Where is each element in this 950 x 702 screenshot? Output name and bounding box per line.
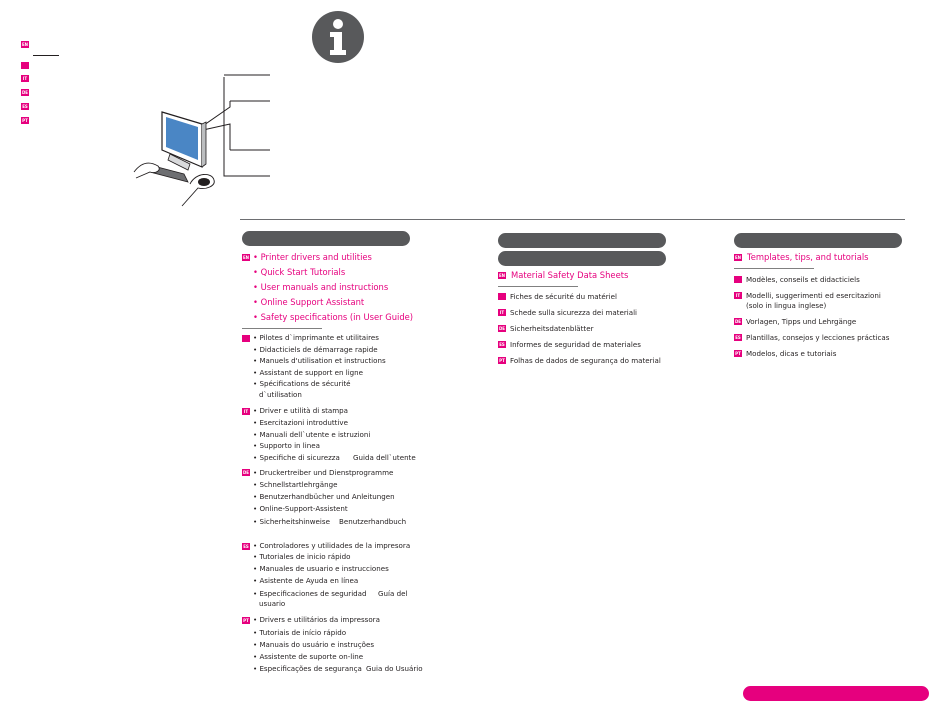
es-item: • Manuales de usuario e instrucciones	[253, 564, 389, 573]
pt-item: • Manuais do usuário e instruções	[253, 640, 375, 649]
divider	[498, 286, 578, 287]
lang-tag-en: EN	[242, 255, 250, 260]
lang-tag-de: DE	[734, 319, 742, 324]
header-bar-msds-1	[498, 233, 666, 248]
fr-item: • Pilotes d`imprimante et utilitaires	[253, 333, 379, 342]
pt-item: • Especificações de segurança	[253, 664, 362, 673]
it-item: (solo in lingua inglese)	[746, 301, 827, 310]
lang-tag-pt: PT	[499, 358, 505, 363]
it-item: • Supporto in linea	[253, 441, 320, 450]
it-item: • Manuali dell`utente e istruzioni	[253, 430, 371, 439]
lang-tag-de: DE	[242, 470, 250, 475]
fr-item: Fiches de sécurité du matériel	[510, 292, 617, 301]
fr-item: • Spécifications de sécurité	[253, 379, 351, 388]
lang-tag-pt: PT	[22, 118, 28, 123]
de-item: • Druckertreiber und Dienstprogramme	[253, 468, 394, 477]
it-item: • Esercitazioni introduttive	[253, 418, 348, 427]
pt-item: • Tutoriais de início rápido	[253, 628, 347, 637]
computer-user-illustration	[132, 72, 272, 210]
lang-tag-pt: PT	[243, 618, 249, 623]
de-item: Vorlagen, Tipps und Lehrgänge	[746, 317, 857, 326]
de-item: • Online-Support-Assistent	[253, 504, 348, 513]
lang-tag-es: ES	[499, 342, 505, 347]
pt-item: Modelos, dicas e tutoriais	[746, 349, 837, 358]
es-item: • Tutoriales de inicio rápido	[253, 552, 351, 561]
lang-tag-de: DE	[498, 326, 506, 331]
es-item: • Asistente de Ayuda en línea	[253, 576, 359, 585]
pt-item: Guia do Usuário	[366, 664, 423, 673]
header-bar-msds-2	[498, 251, 666, 266]
lang-tag-fr	[498, 293, 506, 300]
lang-tag-es: ES	[735, 335, 741, 340]
lang-tag-es: ES	[22, 104, 28, 109]
lang-tag-es: ES	[243, 544, 249, 549]
de-item: Benutzerhandbuch	[339, 517, 407, 526]
pt-item: Folhas de dados de segurança do material	[510, 356, 661, 365]
en-item: Templates, tips, and tutorials	[747, 252, 869, 262]
es-item: Plantillas, consejos y lecciones prácticas	[746, 333, 890, 342]
lang-tag-en: EN	[21, 42, 29, 47]
lang-tag-fr	[21, 62, 29, 69]
header-bar-drivers	[242, 231, 410, 246]
es-item: • Controladores y utilidades de la impresora	[253, 541, 411, 550]
en-item: • Online Support Assistant	[253, 297, 365, 307]
de-item: Sicherheitsdatenblätter	[510, 324, 594, 333]
pt-item: • Drivers e utilitários da impressora	[253, 615, 380, 624]
en-item: • Printer drivers and utilities	[253, 252, 372, 262]
it-item: Guida dell`utente	[353, 453, 416, 462]
es-item: usuario	[259, 599, 286, 608]
es-item: • Especificaciones de seguridad	[253, 589, 367, 598]
en-item: • User manuals and instructions	[253, 282, 389, 292]
de-item: • Benutzerhandbücher und Anleitungen	[253, 492, 395, 501]
de-item: • Schnellstartlehrgänge	[253, 480, 338, 489]
it-item: • Driver e utilità di stampa	[253, 406, 349, 415]
footer-accent-bar	[743, 686, 929, 701]
lang-tag-fr	[242, 335, 250, 342]
it-item: • Specifiche di sicurezza	[253, 453, 340, 462]
lang-tag-it: IT	[499, 310, 505, 315]
lang-tag-it: IT	[735, 293, 741, 298]
it-item: Modelli, suggerimenti ed esercitazioni	[746, 291, 881, 300]
fr-item: d`utilisation	[259, 390, 302, 399]
lang-tag-it: IT	[243, 409, 249, 414]
section-divider	[240, 219, 905, 220]
lang-tag-en: EN	[734, 255, 742, 260]
divider	[242, 328, 322, 329]
en-item: Material Safety Data Sheets	[511, 270, 629, 280]
lang-tag-pt: PT	[735, 351, 741, 356]
pt-item: • Assistente de suporte on-line	[253, 652, 364, 661]
en-item: • Quick Start Tutorials	[253, 267, 346, 277]
en-item: • Safety specifications (in User Guide)	[253, 312, 414, 322]
header-bar-templates	[734, 233, 902, 248]
info-icon	[311, 10, 365, 64]
lang-tag-it: IT	[22, 76, 28, 81]
es-item: Informes de seguridad de materiales	[510, 340, 641, 349]
es-item: Guía del	[378, 589, 408, 598]
lang-tag-en: EN	[498, 273, 506, 278]
divider	[33, 55, 59, 56]
de-item: • Sicherheitshinweise	[253, 517, 330, 526]
divider	[734, 268, 814, 269]
fr-item: • Didacticiels de démarrage rapide	[253, 345, 378, 354]
it-item: Schede sulla sicurezza dei materiali	[510, 308, 638, 317]
fr-item: Modèles, conseils et didacticiels	[746, 275, 860, 284]
lang-tag-de: DE	[21, 90, 29, 95]
lang-tag-fr	[734, 276, 742, 283]
fr-item: • Assistant de support en ligne	[253, 368, 364, 377]
fr-item: • Manuels d'utilisation et instructions	[253, 356, 386, 365]
